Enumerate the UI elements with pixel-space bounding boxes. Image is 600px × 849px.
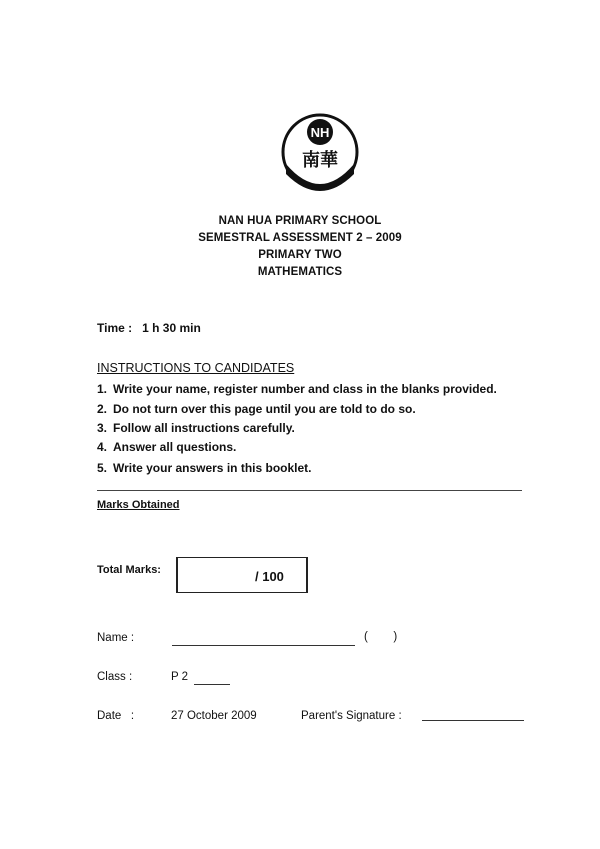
name-label: Name : (97, 632, 135, 644)
class-field[interactable] (194, 684, 230, 685)
subject-title: MATHEMATICS (257, 266, 343, 278)
instruction-number: 5. (97, 461, 108, 475)
school-name: NAN HUA PRIMARY SCHOOL (218, 215, 382, 227)
level-title: PRIMARY TWO (258, 249, 342, 261)
class-label: Class : (97, 671, 133, 683)
name-field[interactable] (172, 645, 355, 646)
date-value: 27 October 2009 (171, 710, 257, 722)
logo-monogram: NH (310, 125, 330, 140)
total-marks-box[interactable] (176, 557, 308, 593)
instruction-number: 1. (97, 382, 108, 396)
instructions-title: INSTRUCTIONS TO CANDIDATES (97, 361, 295, 375)
instruction-item (97, 461, 312, 475)
total-marks-value: / 100 (255, 569, 284, 584)
assessment-title: SEMESTRAL ASSESSMENT 2 – 2009 (198, 232, 402, 244)
school-logo (276, 112, 364, 192)
marks-obtained-heading: Marks Obtained (97, 499, 180, 511)
instruction-text: Write your name, register number and class in the blanks provided. (113, 382, 497, 396)
total-marks-label: Total Marks: (97, 564, 161, 576)
register-number-field[interactable]: ( ) (364, 631, 398, 643)
instruction-text: Answer all questions. (113, 440, 237, 454)
instruction-number: 3. (97, 421, 108, 435)
instruction-item (97, 421, 295, 435)
section-divider (97, 490, 522, 491)
class-value: P 2 (171, 671, 189, 683)
logo-chinese-text: 南華 (302, 150, 338, 171)
instruction-number: 4. (97, 440, 108, 454)
instruction-text: Do not turn over this page until you are told to do so. (113, 402, 416, 416)
parent-signature-label: Parent's Signature : (301, 710, 402, 722)
instruction-text: Write your answers in this booklet. (113, 461, 312, 475)
instruction-item (97, 440, 236, 454)
instruction-item (97, 382, 497, 396)
date-label: Date : (97, 710, 135, 722)
instruction-item (97, 402, 416, 416)
instruction-text: Follow all instructions carefully. (113, 421, 295, 435)
parent-signature-field[interactable] (422, 720, 524, 721)
instruction-number: 2. (97, 402, 108, 416)
time-allowed: Time : 1 h 30 min (97, 321, 201, 335)
